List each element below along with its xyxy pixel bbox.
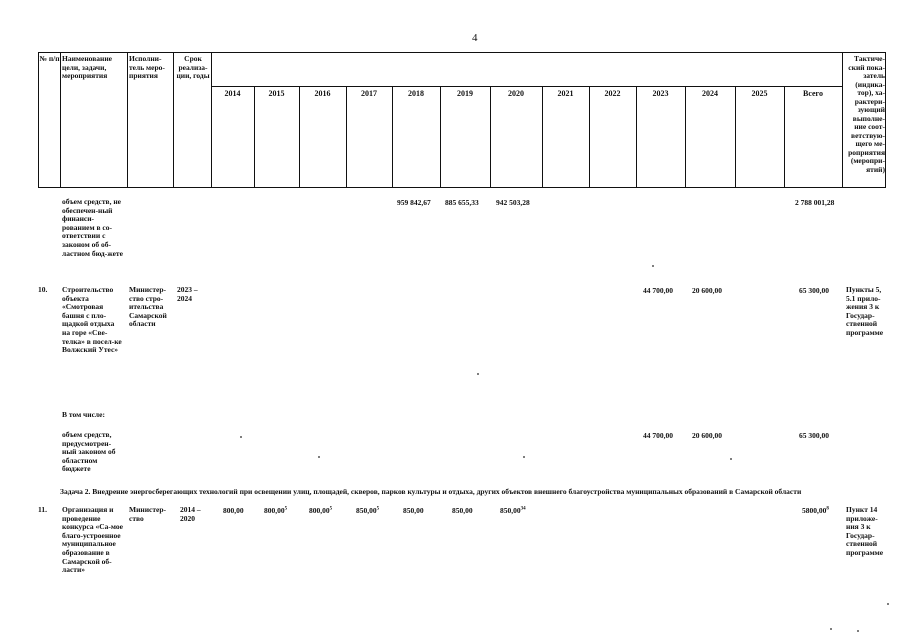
- scan-speck: [887, 603, 889, 605]
- row10-2023: 44 700,00: [643, 286, 673, 295]
- including-label: В том числе:: [62, 410, 105, 419]
- year-2024: 2024: [702, 89, 718, 98]
- task-2-heading: Задача 2. Внедрение энергосберегающих технологий при освещении улиц, площадей, скверов, парков культуры и отдыха, других объектов внешнего благоустройства муниципальных образований в Самарской области: [60, 487, 802, 496]
- row11-2019: 850,00: [452, 506, 473, 515]
- row10-exec: Министер-ство стро-ительства Самарской области: [129, 285, 167, 329]
- row11-total: 5800,00$^8$: [802, 506, 829, 515]
- year-total: Всего: [803, 89, 823, 98]
- col-num-header: № п/п: [39, 54, 60, 63]
- row11-num: 11.: [38, 505, 47, 514]
- year-2023: 2023: [652, 89, 669, 98]
- year-2025: 2025: [751, 89, 768, 98]
- scan-speck: [240, 436, 242, 438]
- row11-2015: 800,00$^5$: [264, 506, 288, 515]
- row-unfunded-total: 2 788 001,28: [795, 198, 835, 207]
- year-2020: 2020: [508, 89, 524, 98]
- row-unfunded-2020: 942 503,28: [496, 198, 530, 207]
- row10b-name: объем средств, предусмотрен-ный законом об областном бюджете: [62, 430, 116, 474]
- col-term-header: Срок реализа-ции, годы: [176, 54, 210, 80]
- row11-2020: 850,00$^{34}$: [500, 506, 526, 515]
- year-2022: 2022: [604, 89, 621, 98]
- year-2015: 2015: [268, 89, 285, 98]
- col-exec-header: Исполни-тель меро-приятия: [129, 54, 165, 80]
- year-2016: 2016: [314, 89, 331, 98]
- row11-2016: 800,00$^5$: [309, 506, 333, 515]
- row10-indicator: Пункты 5, 5.1 прило-жения 3 к Государ-ственной программе: [846, 285, 884, 337]
- scan-speck: [652, 265, 654, 267]
- row11-2017: 850,00$^5$: [356, 506, 380, 515]
- page-number: 4: [472, 32, 478, 44]
- row11-name: Организация и проведение конкурса «Са-мое благо-устроенное муниципальное образование в Самарской об-ласти»: [62, 505, 123, 575]
- scan-speck: [318, 456, 320, 458]
- year-2021: 2021: [557, 89, 574, 98]
- year-2018: 2018: [408, 89, 424, 98]
- row10-name: Строительство объекта «Смотровая башня с пло-щадкой отдыха на горе «Све-телка» в посел-ке Волжский Утес»: [62, 285, 122, 355]
- year-2017: 2017: [361, 89, 377, 98]
- row10b-2023: 44 700,00: [643, 431, 673, 440]
- row11-2014: 800,00: [223, 506, 244, 515]
- row11-exec: Министер-ство: [129, 505, 167, 523]
- row10-2024: 20 600,00: [692, 286, 722, 295]
- row11-2018: 850,00: [403, 506, 424, 515]
- year-2014: 2014: [224, 89, 241, 98]
- col-indicator-header: Тактиче-ский пока-затель (индика-тор), ха-рактери-зующий выполне-ние соот-ветствую-щего ме-роприятия (меропри-ятий): [848, 54, 885, 174]
- scan-speck: [830, 628, 832, 630]
- row-unfunded-name: объем средств, не обеспечен-ный финанси-рованием в со-ответствии с законом об об-ластном бюд-жете: [62, 197, 123, 258]
- row11-term: 2014 – 2020: [180, 505, 201, 523]
- row10-term: 2023 – 2024: [177, 285, 198, 303]
- scan-speck: [730, 458, 732, 460]
- row10b-2024: 20 600,00: [692, 431, 722, 440]
- year-2019: 2019: [457, 89, 473, 98]
- scan-speck: [857, 630, 859, 632]
- scan-speck: [523, 456, 525, 458]
- row10-num: 10.: [38, 285, 48, 294]
- row10b-total: 65 300,00: [799, 431, 829, 440]
- scan-speck: [477, 373, 479, 375]
- row10-total: 65 300,00: [799, 286, 829, 295]
- row-unfunded-2018: 959 842,67: [397, 198, 431, 207]
- row-unfunded-2019: 885 655,33: [445, 198, 479, 207]
- col-name-header: Наименование цели, задачи, мероприятия: [62, 54, 112, 80]
- row11-indicator: Пункт 14 приложе-ния 3 к Государ-ственной программе: [846, 505, 884, 557]
